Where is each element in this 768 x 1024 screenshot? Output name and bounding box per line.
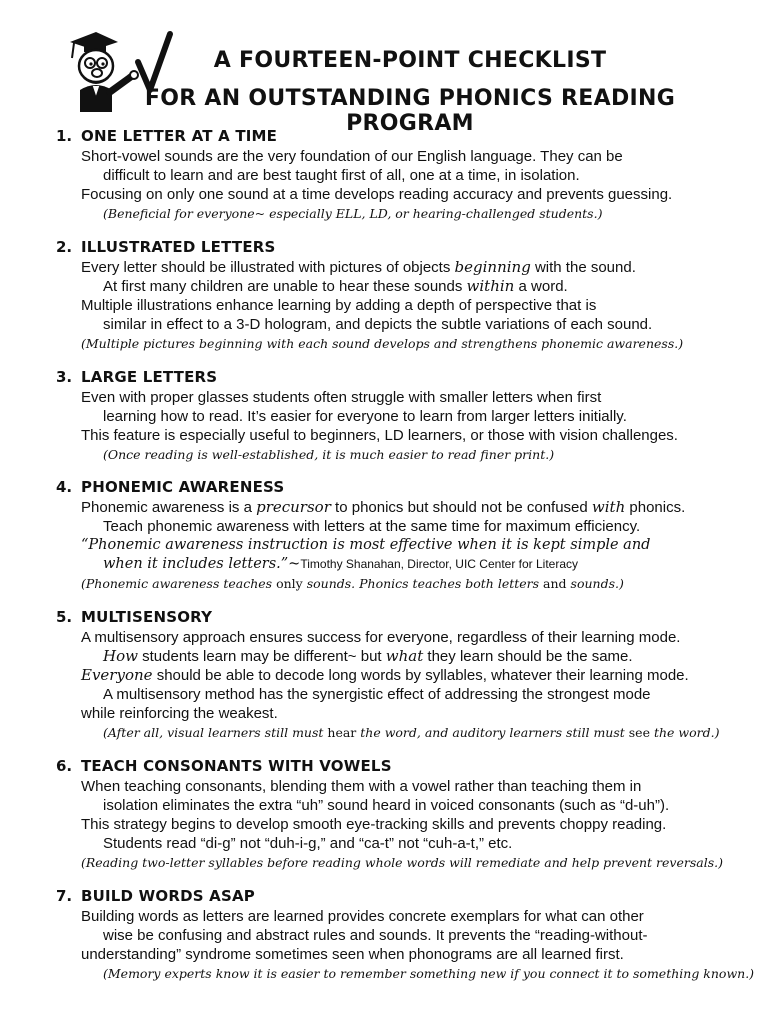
body-line: Short-vowel sounds are the very foundation of our English language. They can be	[81, 148, 623, 165]
body-line: Multiple illustrations enhance learning by adding a depth of perspective that is	[81, 297, 597, 314]
quote-line: “Phonemic awareness instruction is most effective when it is kept simple and	[81, 537, 651, 553]
item-number: 5.	[56, 608, 73, 626]
note-emphasis: see	[628, 725, 650, 740]
item-note: (Memory experts know it is easier to remember something new if you connect it to something known.)	[103, 966, 755, 981]
body-line: Building words as letters are learned provides concrete exemplars for what can other	[81, 908, 644, 925]
note-text: (After all, visual learners still must	[103, 725, 324, 740]
body-line	[103, 647, 768, 666]
item-heading: BUILD WORDS ASAP	[81, 887, 255, 905]
note-text: (Phonemic awareness teaches	[81, 576, 273, 591]
text-run: Every letter should be illustrated with pictures of objects	[81, 259, 451, 276]
text-run: should be able to decode long words by syllables, whatever their learning mode.	[156, 667, 689, 684]
note-emphasis: hear	[327, 725, 357, 740]
item-number: 6.	[56, 757, 73, 775]
body-line: Even with proper glasses students often struggle with smaller letters when first	[81, 389, 602, 406]
body-line: wise be confusing and abstract rules and sounds. It prevents the “reading-without-	[103, 927, 648, 944]
body-line	[81, 498, 768, 517]
body-line: When teaching consonants, blending them with a vowel rather than teaching them in	[81, 778, 642, 795]
body-line: while reinforcing the weakest.	[81, 705, 278, 722]
emphasis-text: with	[591, 498, 626, 516]
note-emphasis: only	[276, 576, 303, 591]
item-note: (Beneficial for everyone~ especially ELL, LD, or hearing-challenged students.)	[103, 206, 603, 221]
body-line	[103, 277, 768, 296]
body-line: isolation eliminates the extra “uh” sound heard in voiced consonants (such as “d-uh”).	[103, 797, 670, 814]
body-line: difficult to learn and are best taught first of all, one at a time, in isolation.	[103, 167, 580, 184]
item-number: 7.	[56, 887, 73, 905]
body-line: A multisensory method has the synergistic effect of addressing the strongest mode	[103, 686, 651, 703]
item-heading: LARGE LETTERS	[81, 368, 218, 386]
item-note	[103, 723, 768, 742]
text-run: students learn may be different~ but	[142, 648, 382, 665]
body-line	[81, 666, 768, 685]
body-line: understanding” syndrome sometimes seen when phonograms are all learned first.	[81, 946, 624, 963]
emphasis-text: Everyone	[81, 666, 153, 684]
note-emphasis: and	[543, 576, 567, 591]
item-heading: ILLUSTRATED LETTERS	[81, 238, 276, 256]
body-line: This strategy begins to develop smooth eye-tracking skills and prevents choppy reading.	[81, 816, 667, 833]
text-run: to phonics but should not be confused	[335, 499, 588, 516]
body-line: Teach phonemic awareness with letters at the same time for maximum efficiency.	[103, 518, 641, 535]
checklist-item-1	[56, 127, 746, 223]
page-title-line1: A FOURTEEN-POINT CHECKLIST	[213, 48, 607, 73]
item-note	[81, 574, 768, 593]
emphasis-text: what	[385, 647, 424, 665]
quote-line	[103, 555, 768, 574]
item-number: 3.	[56, 368, 73, 386]
item-heading: PHONEMIC AWARENESS	[81, 478, 285, 496]
checklist-item-5	[56, 608, 746, 742]
item-heading: MULTISENSORY	[81, 608, 213, 626]
text-run: a word.	[518, 278, 568, 295]
quote-attribution: Timothy Shanahan, Director, UIC Center for Literacy	[300, 557, 579, 571]
body-line: learning how to read. It’s easier for everyone to learn from larger letters initially.	[103, 408, 627, 425]
emphasis-text: precursor	[256, 498, 331, 516]
text-run: At first many children are unable to hear these sounds	[103, 278, 463, 295]
text-run: phonics.	[629, 499, 686, 516]
checklist-item-2	[56, 238, 746, 353]
emphasis-text: within	[466, 277, 515, 295]
body-line: This feature is especially useful to beginners, LD learners, or those with vision challenges.	[81, 427, 678, 444]
emphasis-text: How	[103, 647, 138, 665]
item-heading: ONE LETTER AT A TIME	[81, 127, 278, 145]
item-note: (Multiple pictures beginning with each sound develops and strengthens phonemic awareness.)	[81, 336, 684, 351]
note-text: sounds. Phonics teaches both letters	[306, 576, 540, 591]
body-line: Students read “di-g” not “duh-i-g,” and “ca-t” not “cuh-a-t,” etc.	[103, 835, 513, 852]
checklist-item-4	[56, 478, 746, 593]
checklist-item-3	[56, 368, 746, 464]
text-run: Phonemic awareness is a	[81, 499, 252, 516]
item-heading: TEACH CONSONANTS WITH VOWELS	[81, 757, 392, 775]
emphasis-text: beginning	[454, 258, 531, 276]
item-note: (Reading two-letter syllables before reading whole words will remediate and help prevent reversals.)	[81, 855, 723, 870]
note-text: sounds.)	[570, 576, 624, 591]
body-line: similar in effect to a 3-D hologram, and depicts the subtle variations of each sound.	[103, 316, 653, 333]
body-line: Focusing on only one sound at a time develops reading accuracy and prevents guessing.	[81, 186, 673, 203]
item-number: 4.	[56, 478, 73, 496]
text-run: they learn should be the same.	[427, 648, 633, 665]
body-line: A multisensory approach ensures success for everyone, regardless of their learning mode.	[81, 629, 681, 646]
page-title-line2: FOR AN OUTSTANDING PHONICS READING PROGRAM	[144, 86, 676, 136]
text-run: with the sound.	[534, 259, 636, 276]
quote-text: when it includes letters.”~	[103, 556, 301, 572]
note-text: the word.)	[653, 725, 720, 740]
checklist-item-7	[56, 887, 755, 983]
item-number: 2.	[56, 238, 73, 256]
item-number: 1.	[56, 127, 73, 145]
body-line	[81, 258, 768, 277]
item-note: (Once reading is well-established, it is much easier to read finer print.)	[103, 447, 555, 462]
note-text: the word, and auditory learners still must	[360, 725, 625, 740]
checklist-item-6	[56, 757, 746, 872]
